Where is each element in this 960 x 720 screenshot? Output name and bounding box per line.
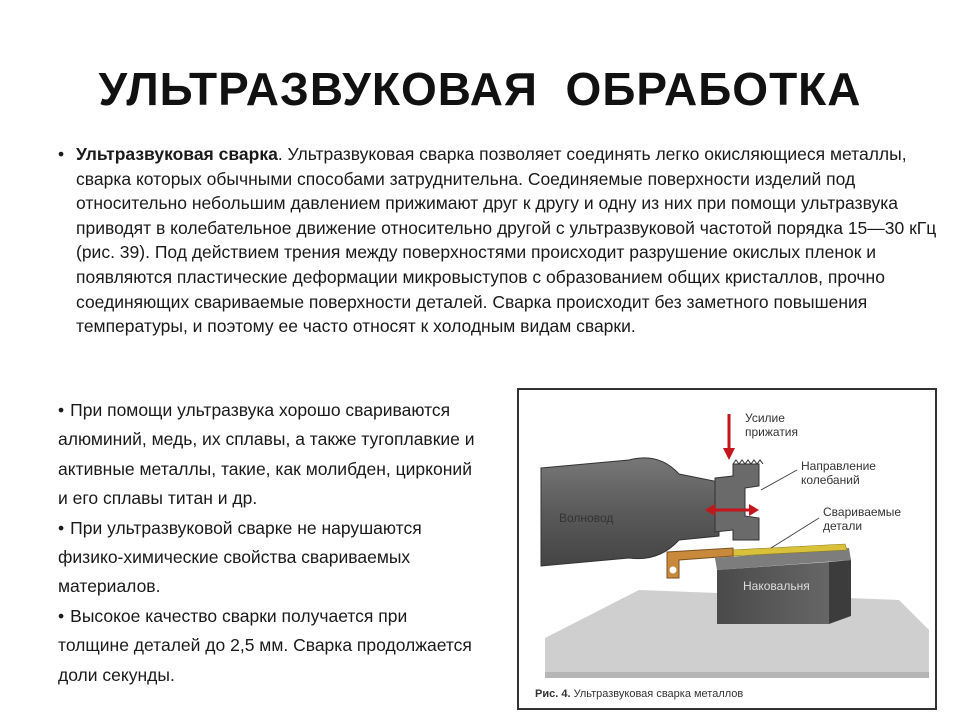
page-title: УЛЬТРАЗВУКОВАЯ ОБРАБОТКА: [98, 63, 862, 115]
label-direction-1: Направление: [801, 459, 876, 473]
anvil-front: [717, 562, 829, 624]
list-item-text: При ультразвуковой сварке не нарушаются физико-химические свойства свариваемых материалов.: [58, 517, 422, 597]
bullet-marker: •: [58, 144, 65, 164]
welding-figure: [517, 388, 937, 710]
intro-text: . Ультразвуковая сварка позволяет соединять легко окисляющиеся металлы, сварка которых обычными способами затруднительна. Соединяемые поверхности изделий под относительно небольшим давлением прижимают друг к другу и одну из них при помощи ультразвука приводят в колебательное движение относительно другой с ультразвуковой частотой порядка 15—30 кГц (рис. 39). Под действием трения между поверхностями происходит разрушение окислых пленок и появляются пластические деформации микровыступов с образованием общих кристаллов, прочно соединяющих свариваемые поверхности деталей. Сварка происходит без заметного повышения температуры, и поэтому ее часто относят к холодным видам сварки.: [76, 144, 937, 337]
list-item-text: При помощи ультразвука хорошо свариваются алюминий, медь, их сплавы, а также тугоплавкие и активные металлы, такие, как молибден, цирконий и его сплавы титан и др.: [58, 400, 475, 509]
list-item: • При ультразвуковой сварке не нарушаются физико-химические свойства свариваемых материалов.: [58, 517, 422, 597]
label-parts-1: Свариваемые: [823, 505, 902, 519]
label-parts-2: детали: [823, 519, 863, 533]
figure-caption: [535, 688, 743, 700]
caption-number: Рис. 4.: [535, 688, 571, 700]
label-direction-2: колебаний: [801, 473, 860, 487]
bullet-list: [58, 396, 478, 690]
list-item: • Высокое качество сварки получается при толщине деталей до 2,5 мм. Сварка продолжается доли секунды.: [58, 605, 472, 685]
list-item: • При помощи ультразвука хорошо свариваются алюминий, медь, их сплавы, а также тугоплавкие и активные металлы, такие, как молибден, цирконий и его сплавы титан и др.: [58, 400, 475, 509]
welding-diagram: [519, 390, 935, 708]
anvil-side: [829, 560, 851, 624]
label-waveguide: Волновод: [559, 511, 614, 525]
sonotrode: [715, 464, 759, 540]
label-anvil: Наковальня: [743, 579, 810, 593]
list-item-text: Высокое качество сварки получается при толщине деталей до 2,5 мм. Сварка продолжается доли секунды.: [58, 605, 472, 685]
intro-term: Ультразвуковая сварка: [76, 144, 278, 164]
intro-paragraph: [58, 142, 938, 339]
caption-text: Ультразвуковая сварка металлов: [570, 688, 744, 700]
label-pressure-1: Усилие: [745, 411, 785, 425]
label-pressure-2: прижатия: [745, 425, 799, 439]
